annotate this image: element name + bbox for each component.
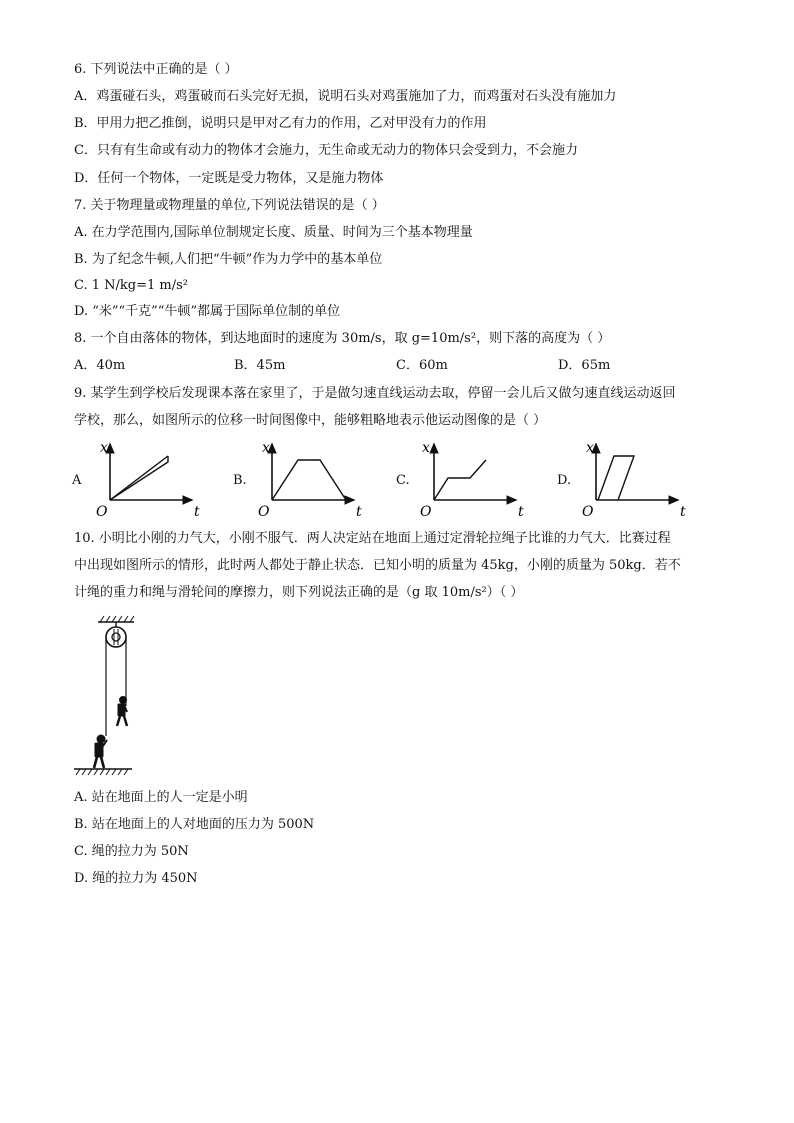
q7-option-c: C. 1 N/kg=1 m/s² [74,278,188,293]
q10-option-d: D. 绳的拉力为 450N [74,871,198,886]
q6-option-a: A．鸡蛋碰石头，鸡蛋破而石头完好无损，说明石头对鸡蛋施加了力，而鸡蛋对石头没有施加力 [74,89,617,104]
q8-stem: 8. 一个自由落体的物体，到达地面时的速度为 30m/s，取 g=10m/s²，则下落的高度为（ ） [74,331,611,346]
graph-c-x-label: t [518,504,524,520]
person-hanging [117,697,127,727]
q10-option-a: A. 站在地面上的人一定是小明 [74,790,248,805]
q10-stem-line3: 计绳的重力和绳与滑轮间的摩擦力，则下列说法正确的是（g 取 10m/s²）（ ） [74,585,524,600]
graph-a-line-1 [110,456,168,500]
graph-d-y-label: x [586,440,594,456]
graph-d-label: D. [557,473,572,488]
graph-b-origin: O [258,504,270,520]
q6-option-d: D．任何一个物体，一定既是受力物体，又是施力物体 [74,171,384,186]
graph-b-label: B. [233,473,247,488]
graph-b [250,438,370,520]
q9-stem-line2: 学校，那么，如图所示的位移一时间图像中，能够粗略地表示他运动图像的是（ ） [74,413,547,428]
q10-option-c: C. 绳的拉力为 50N [74,844,189,859]
q10-option-b: B. 站在地面上的人对地面的压力为 500N [74,817,315,832]
pulley-wheel [106,627,126,647]
graph-b-y-label: x [262,440,270,456]
graph-a [88,438,208,520]
q7-stem: 7. 关于物理量或物理量的单位,下列说法错误的是（ ） [74,198,385,213]
q8-option-b: B．45m [234,358,286,373]
graph-c-origin: O [420,504,432,520]
graph-b-x-label: t [356,504,362,520]
q7-option-d: D. “米”“千克”“牛顿”都属于国际单位制的单位 [74,304,341,319]
q9-stem-line1: 9. 某学生到学校后发现课本落在家里了，于是做匀速直线运动去取，停留一会儿后又做匀速直线运动返回 [74,386,676,401]
graph-b-curve [272,460,346,500]
graph-d-x-label: t [680,504,686,520]
graph-c-label: C. [396,473,410,488]
graph-d-curve [598,456,634,500]
graph-c-curve [434,460,486,500]
graph-d [574,438,694,520]
ground-hatch [76,769,128,775]
graph-c [412,438,532,520]
person-ground [94,735,107,768]
q10-stem-line2: 中出现如图所示的情形，此时两人都处于静止状态．已知小明的质量为 45kg，小刚的质量为 50kg．若不 [74,558,681,573]
q8-option-c: C．60m [396,358,448,373]
q6-option-b: B．甲用力把乙推倒，说明只是甲对乙有力的作用，乙对甲没有力的作用 [74,116,487,131]
q6-option-c: C．只有有生命或有动力的物体才会施力，无生命或无动力的物体只会受到力，不会施力 [74,143,578,158]
graph-a-x-label: t [194,504,200,520]
graph-c-y-label: x [422,440,430,456]
graph-a-origin: O [96,504,108,520]
q6-stem: 6. 下列说法中正确的是（ ） [74,62,238,77]
ceiling-hatch [100,616,134,622]
q7-option-b: B. 为了纪念牛顿,人们把“牛顿”作为力学中的基本单位 [74,252,383,267]
graph-d-origin: O [582,504,594,520]
pulley-figure [70,614,160,776]
q7-option-a: A. 在力学范围内,国际单位制规定长度、质量、时间为三个基本物理量 [74,225,473,240]
graph-a-label: A [72,473,82,488]
graph-a-y-label: x [100,440,108,456]
q8-option-a: A．40m [74,358,126,373]
q10-stem-line1: 10. 小明比小刚的力气大，小刚不服气．两人决定站在地面上通过定滑轮拉绳子比谁的力气大．比赛过程 [74,531,671,546]
q8-option-d: D．65m [558,358,611,373]
